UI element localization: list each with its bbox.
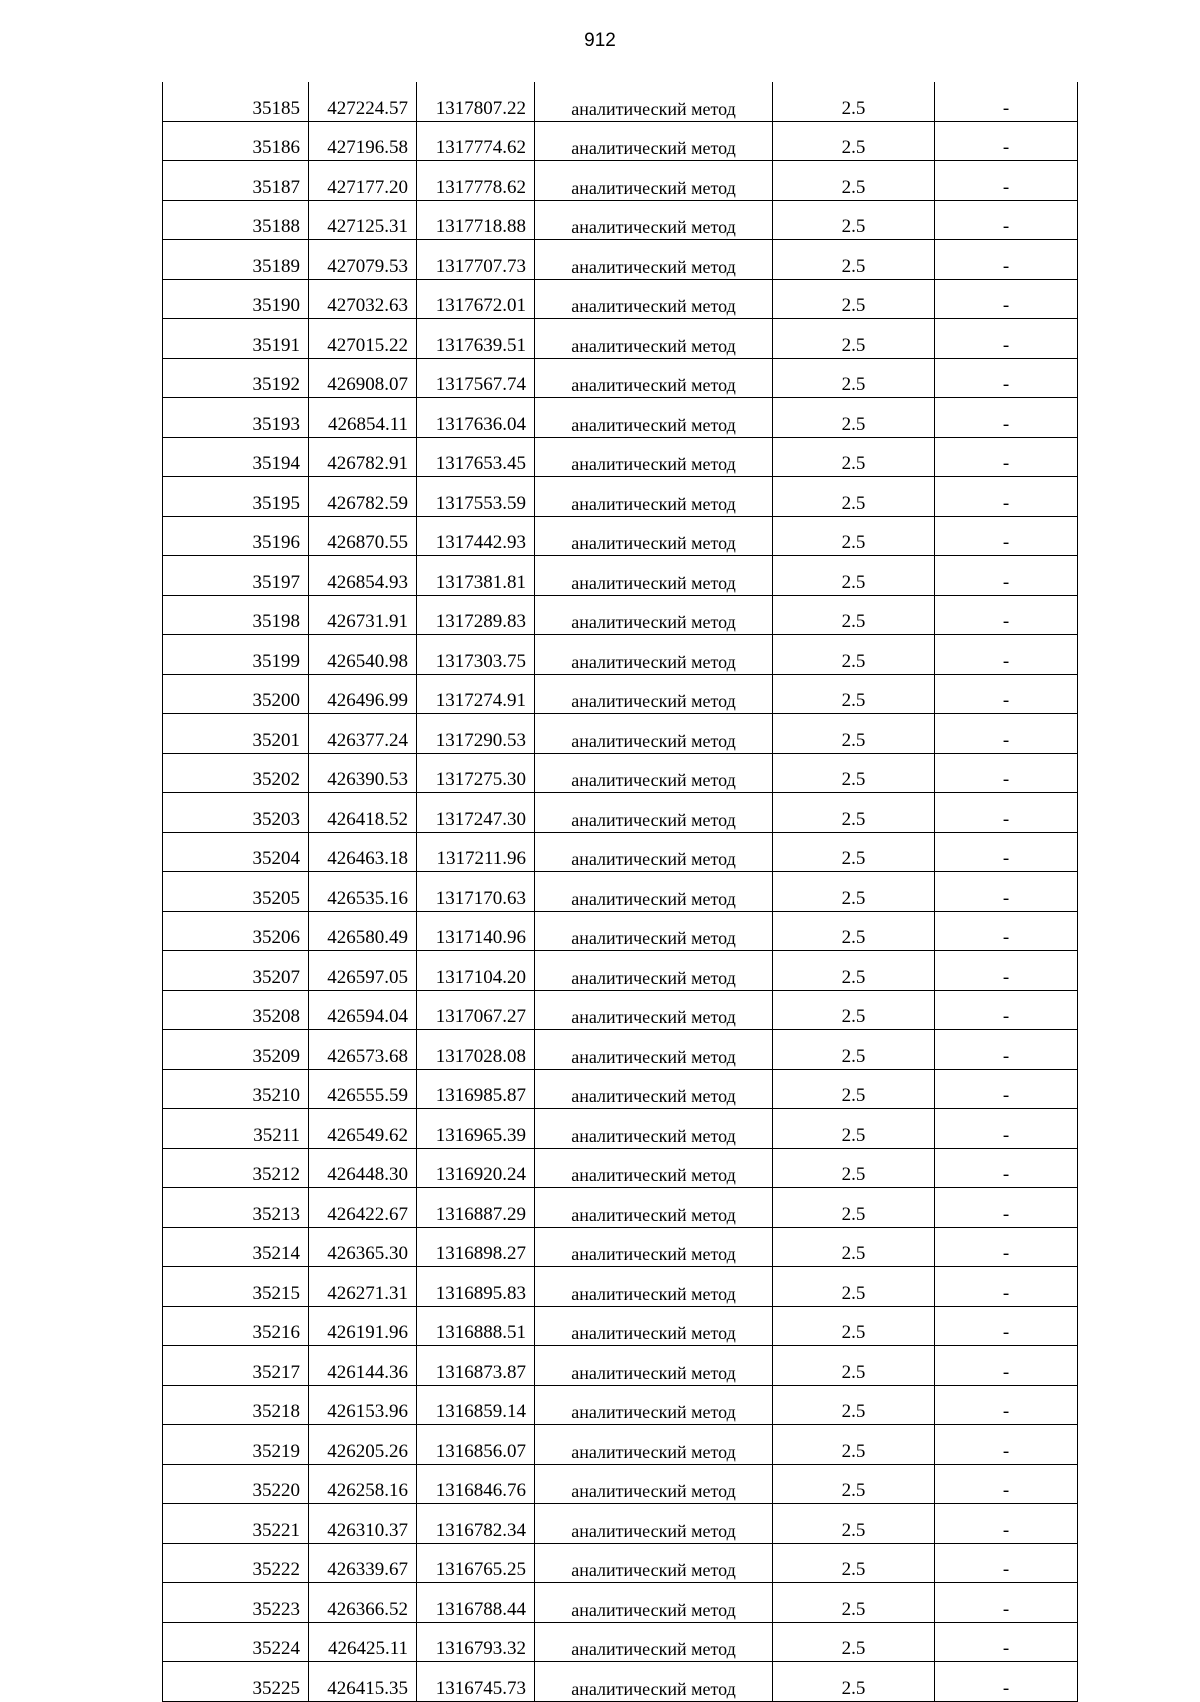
point-number-cell: 35193	[163, 398, 309, 438]
method-cell: аналитический метод	[535, 1267, 773, 1307]
coordinates-table	[162, 82, 1078, 1702]
table-row	[163, 872, 1078, 912]
y-coordinate-cell: 1317247.30	[417, 793, 535, 833]
y-coordinate-cell: 1317381.81	[417, 556, 535, 596]
note-cell: -	[935, 674, 1078, 714]
y-coordinate-cell: 1316920.24	[417, 1148, 535, 1188]
x-coordinate-cell: 426540.98	[309, 635, 417, 675]
table-row	[163, 674, 1078, 714]
accuracy-cell: 2.5	[773, 1109, 935, 1149]
table-row	[163, 1306, 1078, 1346]
y-coordinate-cell: 1317170.63	[417, 872, 535, 912]
method-cell: аналитический метод	[535, 319, 773, 359]
method-cell: аналитический метод	[535, 1543, 773, 1583]
method-cell: аналитический метод	[535, 1464, 773, 1504]
y-coordinate-cell: 1317067.27	[417, 990, 535, 1030]
point-number-cell: 35215	[163, 1267, 309, 1307]
y-coordinate-cell: 1317211.96	[417, 832, 535, 872]
point-number-cell: 35224	[163, 1622, 309, 1662]
x-coordinate-cell: 426782.59	[309, 477, 417, 517]
accuracy-cell: 2.5	[773, 753, 935, 793]
accuracy-cell: 2.5	[773, 595, 935, 635]
accuracy-cell: 2.5	[773, 279, 935, 319]
table-row	[163, 437, 1078, 477]
method-cell: аналитический метод	[535, 872, 773, 912]
note-cell: -	[935, 82, 1078, 121]
table-row	[163, 82, 1078, 121]
point-number-cell: 35200	[163, 674, 309, 714]
y-coordinate-cell: 1316895.83	[417, 1267, 535, 1307]
table-row	[163, 1188, 1078, 1228]
method-cell: аналитический метод	[535, 1425, 773, 1465]
point-number-cell: 35186	[163, 121, 309, 161]
note-cell: -	[935, 1227, 1078, 1267]
method-cell: аналитический метод	[535, 437, 773, 477]
accuracy-cell: 2.5	[773, 990, 935, 1030]
note-cell: -	[935, 477, 1078, 517]
x-coordinate-cell: 426463.18	[309, 832, 417, 872]
y-coordinate-cell: 1317303.75	[417, 635, 535, 675]
table-row	[163, 1069, 1078, 1109]
point-number-cell: 35225	[163, 1662, 309, 1702]
note-cell: -	[935, 1622, 1078, 1662]
y-coordinate-cell: 1317707.73	[417, 240, 535, 280]
accuracy-cell: 2.5	[773, 121, 935, 161]
point-number-cell: 35221	[163, 1504, 309, 1544]
x-coordinate-cell: 427125.31	[309, 200, 417, 240]
point-number-cell: 35216	[163, 1306, 309, 1346]
table-row	[163, 319, 1078, 359]
table-row	[163, 1583, 1078, 1623]
accuracy-cell: 2.5	[773, 1385, 935, 1425]
point-number-cell: 35218	[163, 1385, 309, 1425]
point-number-cell: 35198	[163, 595, 309, 635]
method-cell: аналитический метод	[535, 161, 773, 201]
accuracy-cell: 2.5	[773, 1662, 935, 1702]
point-number-cell: 35203	[163, 793, 309, 833]
note-cell: -	[935, 1030, 1078, 1070]
table-body	[163, 82, 1078, 1701]
table-row	[163, 1227, 1078, 1267]
x-coordinate-cell: 426594.04	[309, 990, 417, 1030]
accuracy-cell: 2.5	[773, 82, 935, 121]
accuracy-cell: 2.5	[773, 1030, 935, 1070]
table-row	[163, 714, 1078, 754]
x-coordinate-cell: 427032.63	[309, 279, 417, 319]
accuracy-cell: 2.5	[773, 477, 935, 517]
table-row	[163, 161, 1078, 201]
x-coordinate-cell: 426415.35	[309, 1662, 417, 1702]
y-coordinate-cell: 1316898.27	[417, 1227, 535, 1267]
table-row	[163, 200, 1078, 240]
point-number-cell: 35204	[163, 832, 309, 872]
note-cell: -	[935, 556, 1078, 596]
x-coordinate-cell: 426854.93	[309, 556, 417, 596]
note-cell: -	[935, 1504, 1078, 1544]
point-number-cell: 35207	[163, 951, 309, 991]
x-coordinate-cell: 426365.30	[309, 1227, 417, 1267]
y-coordinate-cell: 1316965.39	[417, 1109, 535, 1149]
note-cell: -	[935, 1109, 1078, 1149]
x-coordinate-cell: 426555.59	[309, 1069, 417, 1109]
point-number-cell: 35205	[163, 872, 309, 912]
table-row	[163, 1504, 1078, 1544]
y-coordinate-cell: 1316846.76	[417, 1464, 535, 1504]
x-coordinate-cell: 427177.20	[309, 161, 417, 201]
table-row	[163, 279, 1078, 319]
table-row	[163, 793, 1078, 833]
accuracy-cell: 2.5	[773, 1306, 935, 1346]
x-coordinate-cell: 426310.37	[309, 1504, 417, 1544]
note-cell: -	[935, 1425, 1078, 1465]
x-coordinate-cell: 426377.24	[309, 714, 417, 754]
accuracy-cell: 2.5	[773, 832, 935, 872]
note-cell: -	[935, 398, 1078, 438]
point-number-cell: 35194	[163, 437, 309, 477]
point-number-cell: 35217	[163, 1346, 309, 1386]
x-coordinate-cell: 426573.68	[309, 1030, 417, 1070]
table-row	[163, 1385, 1078, 1425]
point-number-cell: 35209	[163, 1030, 309, 1070]
accuracy-cell: 2.5	[773, 911, 935, 951]
accuracy-cell: 2.5	[773, 358, 935, 398]
y-coordinate-cell: 1317636.04	[417, 398, 535, 438]
method-cell: аналитический метод	[535, 832, 773, 872]
x-coordinate-cell: 426854.11	[309, 398, 417, 438]
x-coordinate-cell: 426366.52	[309, 1583, 417, 1623]
y-coordinate-cell: 1317028.08	[417, 1030, 535, 1070]
point-number-cell: 35196	[163, 516, 309, 556]
table-row	[163, 516, 1078, 556]
table-row	[163, 635, 1078, 675]
note-cell: -	[935, 437, 1078, 477]
x-coordinate-cell: 426339.67	[309, 1543, 417, 1583]
note-cell: -	[935, 1543, 1078, 1583]
point-number-cell: 35201	[163, 714, 309, 754]
note-cell: -	[935, 635, 1078, 675]
method-cell: аналитический метод	[535, 1109, 773, 1149]
method-cell: аналитический метод	[535, 911, 773, 951]
point-number-cell: 35212	[163, 1148, 309, 1188]
x-coordinate-cell: 426448.30	[309, 1148, 417, 1188]
method-cell: аналитический метод	[535, 358, 773, 398]
point-number-cell: 35202	[163, 753, 309, 793]
accuracy-cell: 2.5	[773, 1267, 935, 1307]
note-cell: -	[935, 793, 1078, 833]
x-coordinate-cell: 426782.91	[309, 437, 417, 477]
y-coordinate-cell: 1316793.32	[417, 1622, 535, 1662]
accuracy-cell: 2.5	[773, 319, 935, 359]
accuracy-cell: 2.5	[773, 1425, 935, 1465]
point-number-cell: 35190	[163, 279, 309, 319]
x-coordinate-cell: 427015.22	[309, 319, 417, 359]
accuracy-cell: 2.5	[773, 161, 935, 201]
x-coordinate-cell: 426535.16	[309, 872, 417, 912]
page-number: 912	[584, 30, 616, 51]
table-row	[163, 990, 1078, 1030]
method-cell: аналитический метод	[535, 990, 773, 1030]
method-cell: аналитический метод	[535, 1346, 773, 1386]
method-cell: аналитический метод	[535, 1662, 773, 1702]
accuracy-cell: 2.5	[773, 674, 935, 714]
x-coordinate-cell: 426597.05	[309, 951, 417, 991]
accuracy-cell: 2.5	[773, 398, 935, 438]
x-coordinate-cell: 426496.99	[309, 674, 417, 714]
table-row	[163, 1148, 1078, 1188]
point-number-cell: 35219	[163, 1425, 309, 1465]
method-cell: аналитический метод	[535, 477, 773, 517]
note-cell: -	[935, 516, 1078, 556]
accuracy-cell: 2.5	[773, 714, 935, 754]
y-coordinate-cell: 1317289.83	[417, 595, 535, 635]
method-cell: аналитический метод	[535, 635, 773, 675]
x-coordinate-cell: 426580.49	[309, 911, 417, 951]
table-row	[163, 1346, 1078, 1386]
point-number-cell: 35210	[163, 1069, 309, 1109]
point-number-cell: 35195	[163, 477, 309, 517]
y-coordinate-cell: 1317275.30	[417, 753, 535, 793]
note-cell: -	[935, 1188, 1078, 1228]
table-row	[163, 951, 1078, 991]
accuracy-cell: 2.5	[773, 556, 935, 596]
accuracy-cell: 2.5	[773, 872, 935, 912]
method-cell: аналитический метод	[535, 200, 773, 240]
note-cell: -	[935, 1662, 1078, 1702]
y-coordinate-cell: 1316788.44	[417, 1583, 535, 1623]
y-coordinate-cell: 1317778.62	[417, 161, 535, 201]
note-cell: -	[935, 358, 1078, 398]
table-row	[163, 753, 1078, 793]
note-cell: -	[935, 200, 1078, 240]
x-coordinate-cell: 426205.26	[309, 1425, 417, 1465]
y-coordinate-cell: 1316765.25	[417, 1543, 535, 1583]
note-cell: -	[935, 753, 1078, 793]
note-cell: -	[935, 1464, 1078, 1504]
note-cell: -	[935, 1306, 1078, 1346]
x-coordinate-cell: 427079.53	[309, 240, 417, 280]
table-row	[163, 1030, 1078, 1070]
method-cell: аналитический метод	[535, 121, 773, 161]
method-cell: аналитический метод	[535, 1504, 773, 1544]
note-cell: -	[935, 161, 1078, 201]
accuracy-cell: 2.5	[773, 793, 935, 833]
y-coordinate-cell: 1317290.53	[417, 714, 535, 754]
note-cell: -	[935, 872, 1078, 912]
table-row	[163, 240, 1078, 280]
method-cell: аналитический метод	[535, 1069, 773, 1109]
x-coordinate-cell: 426422.67	[309, 1188, 417, 1228]
accuracy-cell: 2.5	[773, 1069, 935, 1109]
note-cell: -	[935, 1148, 1078, 1188]
method-cell: аналитический метод	[535, 753, 773, 793]
note-cell: -	[935, 595, 1078, 635]
note-cell: -	[935, 832, 1078, 872]
note-cell: -	[935, 279, 1078, 319]
method-cell: аналитический метод	[535, 793, 773, 833]
table-row	[163, 121, 1078, 161]
method-cell: аналитический метод	[535, 279, 773, 319]
point-number-cell: 35211	[163, 1109, 309, 1149]
method-cell: аналитический метод	[535, 714, 773, 754]
y-coordinate-cell: 1317672.01	[417, 279, 535, 319]
method-cell: аналитический метод	[535, 1188, 773, 1228]
y-coordinate-cell: 1316859.14	[417, 1385, 535, 1425]
accuracy-cell: 2.5	[773, 1227, 935, 1267]
x-coordinate-cell: 426144.36	[309, 1346, 417, 1386]
table-row	[163, 1425, 1078, 1465]
method-cell: аналитический метод	[535, 240, 773, 280]
method-cell: аналитический метод	[535, 1227, 773, 1267]
accuracy-cell: 2.5	[773, 240, 935, 280]
note-cell: -	[935, 240, 1078, 280]
note-cell: -	[935, 319, 1078, 359]
y-coordinate-cell: 1317104.20	[417, 951, 535, 991]
point-number-cell: 35185	[163, 82, 309, 121]
table-row	[163, 398, 1078, 438]
note-cell: -	[935, 121, 1078, 161]
method-cell: аналитический метод	[535, 1583, 773, 1623]
y-coordinate-cell: 1316887.29	[417, 1188, 535, 1228]
point-number-cell: 35187	[163, 161, 309, 201]
table-row	[163, 595, 1078, 635]
method-cell: аналитический метод	[535, 951, 773, 991]
method-cell: аналитический метод	[535, 398, 773, 438]
y-coordinate-cell: 1317140.96	[417, 911, 535, 951]
accuracy-cell: 2.5	[773, 951, 935, 991]
y-coordinate-cell: 1317718.88	[417, 200, 535, 240]
note-cell: -	[935, 951, 1078, 991]
x-coordinate-cell: 426390.53	[309, 753, 417, 793]
accuracy-cell: 2.5	[773, 1543, 935, 1583]
accuracy-cell: 2.5	[773, 1148, 935, 1188]
x-coordinate-cell: 426418.52	[309, 793, 417, 833]
x-coordinate-cell: 427224.57	[309, 82, 417, 121]
method-cell: аналитический метод	[535, 1148, 773, 1188]
method-cell: аналитический метод	[535, 1385, 773, 1425]
table-row	[163, 911, 1078, 951]
table-row	[163, 1622, 1078, 1662]
y-coordinate-cell: 1316888.51	[417, 1306, 535, 1346]
method-cell: аналитический метод	[535, 595, 773, 635]
note-cell: -	[935, 1267, 1078, 1307]
table-row	[163, 477, 1078, 517]
table-row	[163, 1109, 1078, 1149]
point-number-cell: 35214	[163, 1227, 309, 1267]
table-row	[163, 1267, 1078, 1307]
accuracy-cell: 2.5	[773, 635, 935, 675]
x-coordinate-cell: 426908.07	[309, 358, 417, 398]
x-coordinate-cell: 426549.62	[309, 1109, 417, 1149]
table-row	[163, 1464, 1078, 1504]
y-coordinate-cell: 1316856.07	[417, 1425, 535, 1465]
table-row	[163, 358, 1078, 398]
method-cell: аналитический метод	[535, 1622, 773, 1662]
y-coordinate-cell: 1317653.45	[417, 437, 535, 477]
point-number-cell: 35222	[163, 1543, 309, 1583]
point-number-cell: 35206	[163, 911, 309, 951]
y-coordinate-cell: 1317639.51	[417, 319, 535, 359]
y-coordinate-cell: 1317807.22	[417, 82, 535, 121]
method-cell: аналитический метод	[535, 82, 773, 121]
note-cell: -	[935, 1583, 1078, 1623]
accuracy-cell: 2.5	[773, 1622, 935, 1662]
y-coordinate-cell: 1316745.73	[417, 1662, 535, 1702]
y-coordinate-cell: 1317553.59	[417, 477, 535, 517]
accuracy-cell: 2.5	[773, 1346, 935, 1386]
table-row	[163, 832, 1078, 872]
method-cell: аналитический метод	[535, 516, 773, 556]
accuracy-cell: 2.5	[773, 437, 935, 477]
y-coordinate-cell: 1316782.34	[417, 1504, 535, 1544]
method-cell: аналитический метод	[535, 556, 773, 596]
point-number-cell: 35189	[163, 240, 309, 280]
x-coordinate-cell: 426271.31	[309, 1267, 417, 1307]
method-cell: аналитический метод	[535, 674, 773, 714]
note-cell: -	[935, 990, 1078, 1030]
y-coordinate-cell: 1317774.62	[417, 121, 535, 161]
table-row	[163, 1662, 1078, 1702]
x-coordinate-cell: 426153.96	[309, 1385, 417, 1425]
accuracy-cell: 2.5	[773, 1583, 935, 1623]
note-cell: -	[935, 1069, 1078, 1109]
y-coordinate-cell: 1316985.87	[417, 1069, 535, 1109]
point-number-cell: 35191	[163, 319, 309, 359]
x-coordinate-cell: 426731.91	[309, 595, 417, 635]
y-coordinate-cell: 1317567.74	[417, 358, 535, 398]
x-coordinate-cell: 426191.96	[309, 1306, 417, 1346]
x-coordinate-cell: 427196.58	[309, 121, 417, 161]
accuracy-cell: 2.5	[773, 200, 935, 240]
y-coordinate-cell: 1317442.93	[417, 516, 535, 556]
point-number-cell: 35213	[163, 1188, 309, 1228]
x-coordinate-cell: 426258.16	[309, 1464, 417, 1504]
note-cell: -	[935, 1385, 1078, 1425]
note-cell: -	[935, 1346, 1078, 1386]
y-coordinate-cell: 1317274.91	[417, 674, 535, 714]
accuracy-cell: 2.5	[773, 1504, 935, 1544]
point-number-cell: 35199	[163, 635, 309, 675]
note-cell: -	[935, 911, 1078, 951]
table-row	[163, 556, 1078, 596]
point-number-cell: 35208	[163, 990, 309, 1030]
accuracy-cell: 2.5	[773, 1464, 935, 1504]
x-coordinate-cell: 426425.11	[309, 1622, 417, 1662]
x-coordinate-cell: 426870.55	[309, 516, 417, 556]
accuracy-cell: 2.5	[773, 1188, 935, 1228]
y-coordinate-cell: 1316873.87	[417, 1346, 535, 1386]
point-number-cell: 35223	[163, 1583, 309, 1623]
method-cell: аналитический метод	[535, 1306, 773, 1346]
point-number-cell: 35220	[163, 1464, 309, 1504]
accuracy-cell: 2.5	[773, 516, 935, 556]
point-number-cell: 35197	[163, 556, 309, 596]
table-row	[163, 1543, 1078, 1583]
point-number-cell: 35192	[163, 358, 309, 398]
point-number-cell: 35188	[163, 200, 309, 240]
note-cell: -	[935, 714, 1078, 754]
method-cell: аналитический метод	[535, 1030, 773, 1070]
